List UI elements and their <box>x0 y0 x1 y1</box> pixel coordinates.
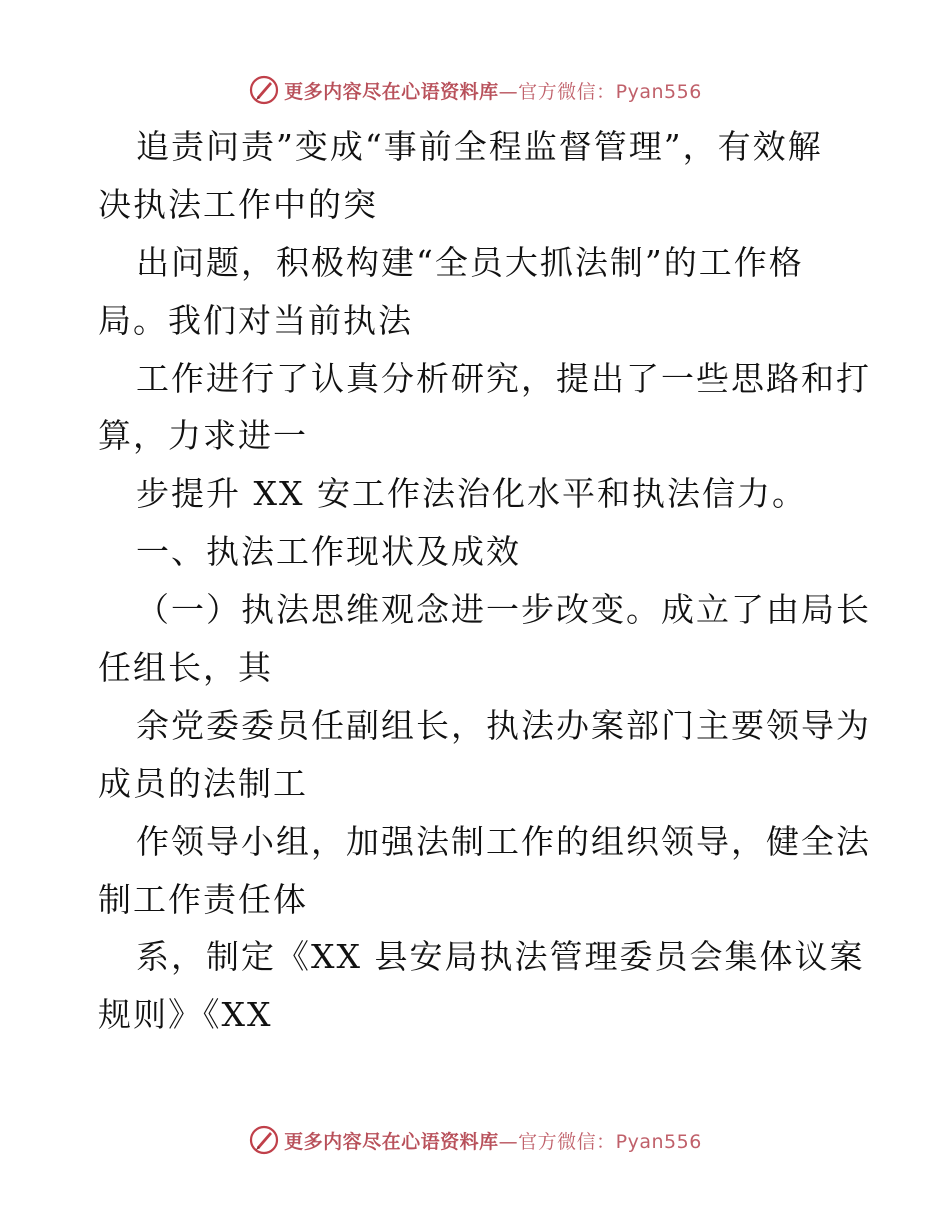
body-line: 局。我们对当前执法 <box>98 300 413 340</box>
document-body <box>98 118 871 1044</box>
body-line: 制工作责任体 <box>98 879 308 919</box>
watermark-text <box>284 1127 702 1154</box>
body-line: 余党委委员任副组长，执法办案部门主要领导为 <box>136 705 871 745</box>
watermark-dash: — <box>498 1130 519 1153</box>
body-line: 系，制定《XX 县安局执法管理委员会集体议案 <box>136 937 865 977</box>
body-line: 成员的法制工 <box>98 763 308 803</box>
body-line: 出问题，积极构建“全员大抓法制”的工作格 <box>136 242 804 282</box>
body-line: 步提升 XX 安工作法治化水平和执法信力。 <box>136 474 807 514</box>
body-line: 作领导小组，加强法制工作的组织领导，健全法 <box>136 821 871 861</box>
body-line: 规则》《XX <box>98 995 273 1035</box>
watermark-dash: — <box>498 80 519 103</box>
body-line: 任组长，其 <box>98 648 273 688</box>
body-line: 追责问责”变成“事前全程监督管理”，有效解 <box>136 127 823 166</box>
watermark-site: 更多内容尽在心语资料库 <box>284 80 499 103</box>
watermark-wechat: 官方微信：Pyan556 <box>518 80 702 103</box>
body-line: 工作进行了认真分析研究，提出了一些思路和打 <box>136 358 871 398</box>
body-line: 决执法工作中的突 <box>98 184 378 224</box>
watermark-text <box>284 77 702 104</box>
quill-logo-icon <box>248 1124 280 1156</box>
watermark-wechat: 官方微信：Pyan556 <box>518 1130 702 1153</box>
body-line: 算，力求进一 <box>98 416 308 456</box>
body-line: （一）执法思维观念进一步改变。成立了由局长 <box>136 590 871 630</box>
watermark-site: 更多内容尽在心语资料库 <box>284 1130 499 1153</box>
footer-watermark <box>0 1120 950 1160</box>
quill-logo-icon <box>248 74 280 106</box>
header-watermark <box>0 70 950 110</box>
section-heading: 一、执法工作现状及成效 <box>136 532 521 572</box>
